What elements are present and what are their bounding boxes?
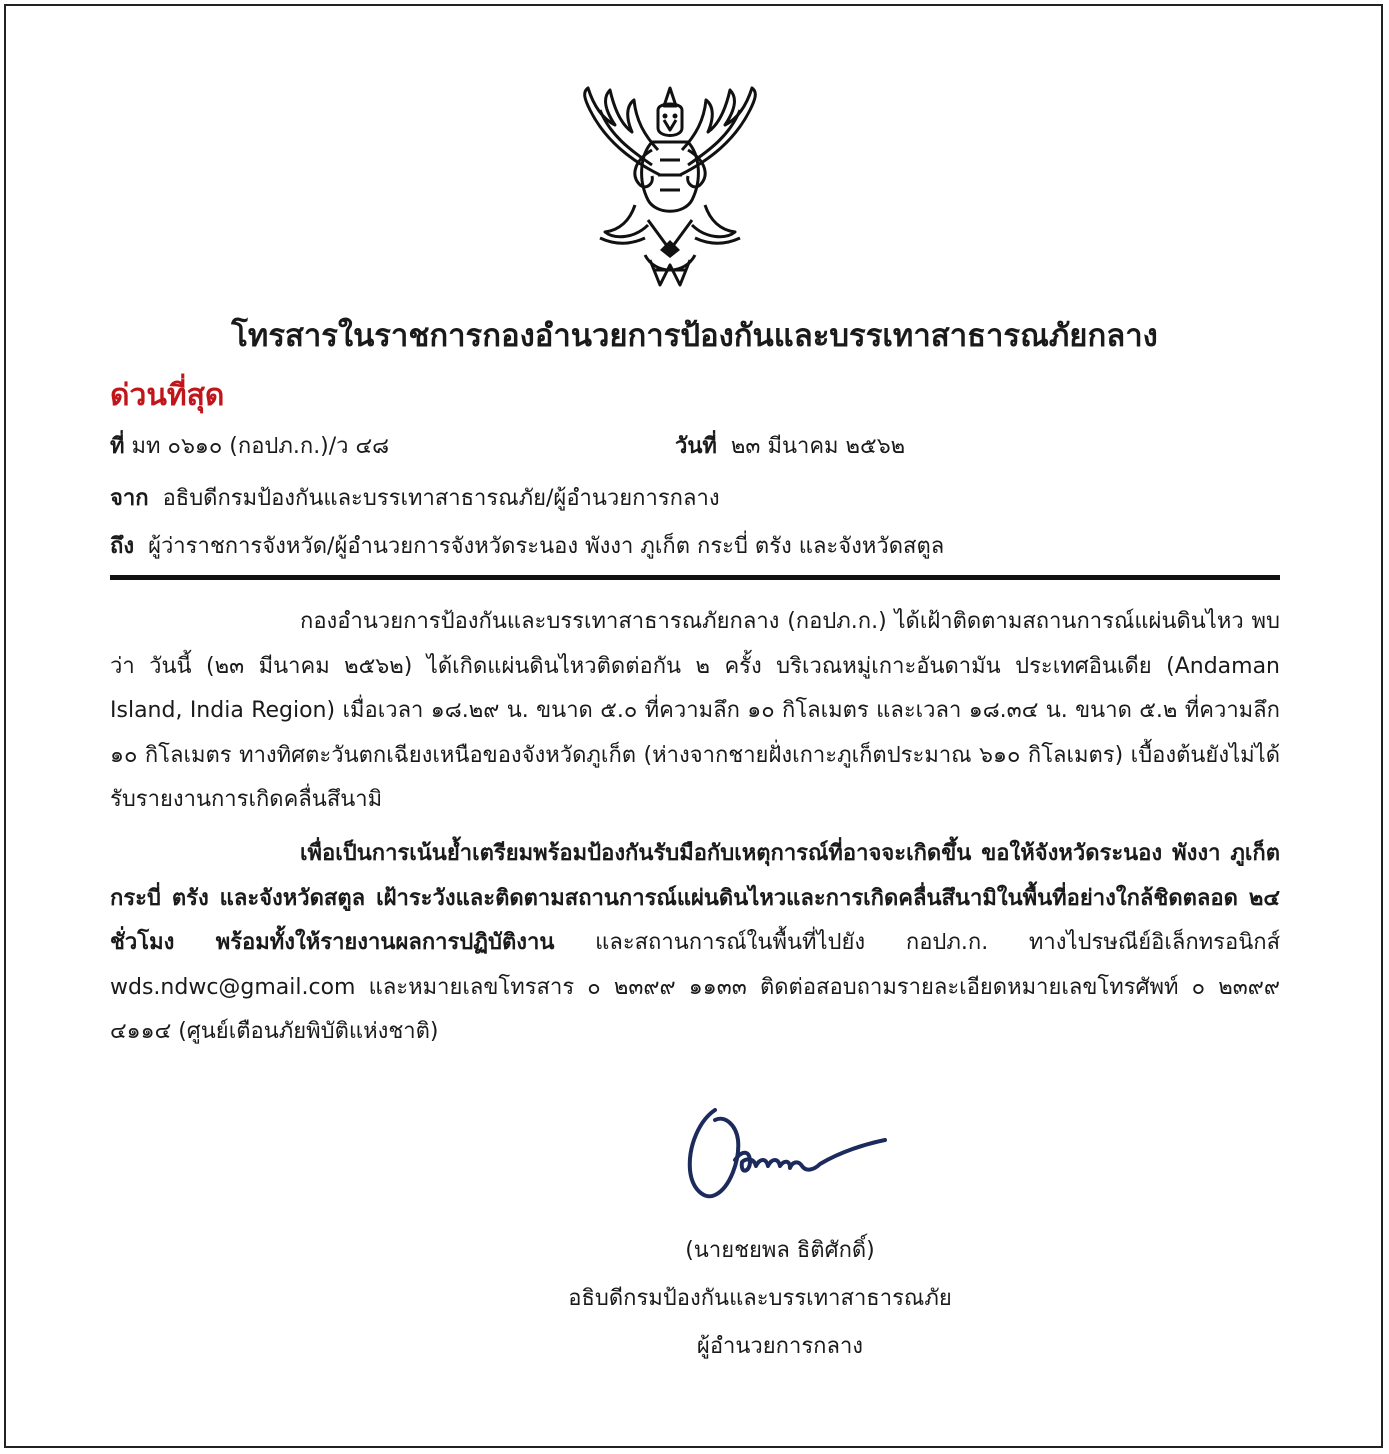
body-paragraph-1: กองอำนวยการป้องกันและบรรเทาสาธารณภัยกลาง (กอปภ.ก.) ได้เฝ้าติดตามสถานการณ์แผ่นดินไหว พบว่า วันนี้ (๒๓ มีนาคม ๒๕๖๒) ได้เกิดแผ่นดินไหวติดต่อกัน ๒ ครั้ง บริเวณหมู่เกาะอันดามัน ประเทศอินเดีย (Andaman Island, India Region) เมื่อเวลา ๑๘.๒๙ น. ขนาด ๕.๐ ที่ความลึก ๑๐ กิโลเมตร และเวลา ๑๘.๓๔ น. ขนาด ๕.๒ ที่ความลึก ๑๐ กิโลเมตร ทางทิศตะวันตกเฉียงเหนือของจังหวัดภูเก็ต (ห่างจากชายฝั่งเกาะภูเก็ตประมาณ ๖๑๐ กิโลเมตร) เบื้องต้นยังไม่ได้รับรายงานการเกิดคลื่นสึนามิ [110,609,1280,812]
urgency-label: ด่วนที่สุด [110,378,225,413]
date-line [675,428,905,463]
from-value: อธิบดีกรมป้องกันและบรรเทาสาธารณภัย/ผู้อำนวยการกลาง [162,486,720,511]
body-paragraph-2 [110,832,1280,1055]
to-label: ถึง [110,534,135,559]
document-title: โทรสารในราชการกองอำนวยการป้องกันและบรรเทาสาธารณภัยกลาง [231,318,1158,354]
body-paragraph-2-rest: และสถานการณ์ในพื้นที่ไปยัง กอปภ.ก. ทางไปรษณีย์อิเล็กทรอนิกส์ wds.ndwc@gmail.com และหมายเลขโทรสาร ๐ ๒๓๙๙ ๑๑๓๓ ติดต่อสอบถามรายละเอียดหมายเลขโทรศัพท์ ๐ ๒๓๙๙ ๔๑๑๔ (ศูนย์เตือนภัยพิบัติแห่งชาติ) [110,930,1280,1044]
from-line [110,480,720,515]
signatory-position-1: อธิบดีกรมป้องกันและบรรเทาสาธารณภัย [568,1286,952,1311]
body-paragraph-2-emphasis: เพื่อเป็นการเน้นย้ำเตรียมพร้อมป้องกันรับมือกับเหตุการณ์ที่อาจจะเกิดขึ้น ขอให้จังหวัดระนอง พังงา ภูเก็ต กระบี่ ตรัง และจังหวัดสตูล เฝ้าระวังและติดตามสถานการณ์แผ่นดินไหวและการเกิดคลื่นสึนามิในพื้นที่อย่างใกล้ชิดตลอด ๒๔ ชั่วโมง พร้อมทั้งให้รายงานผลการปฏิบัติงาน [110,841,1280,955]
handwritten-signature [680,1100,895,1210]
date-label: วันที่ [675,434,717,459]
from-label: จาก [110,486,149,511]
reference-label: ที่ [110,434,125,459]
date-value: ๒๓ มีนาคม ๒๕๖๒ [730,434,906,459]
to-line [110,528,944,563]
signatory-name: (นายชยพล ธิติศักดิ์) [685,1238,875,1263]
garuda-emblem [560,80,780,295]
reference-number: มท ๐๖๑๐ (กอปภ.ก.)/ว ๔๘ [131,434,390,459]
header-divider [110,575,1280,580]
signatory-position-2: ผู้อำนวยการกลาง [696,1334,864,1359]
to-value: ผู้ว่าราชการจังหวัด/ผู้อำนวยการจังหวัดระนอง พังงา ภูเก็ต กระบี่ ตรัง และจังหวัดสตูล [148,534,945,559]
reference-line [110,428,389,463]
